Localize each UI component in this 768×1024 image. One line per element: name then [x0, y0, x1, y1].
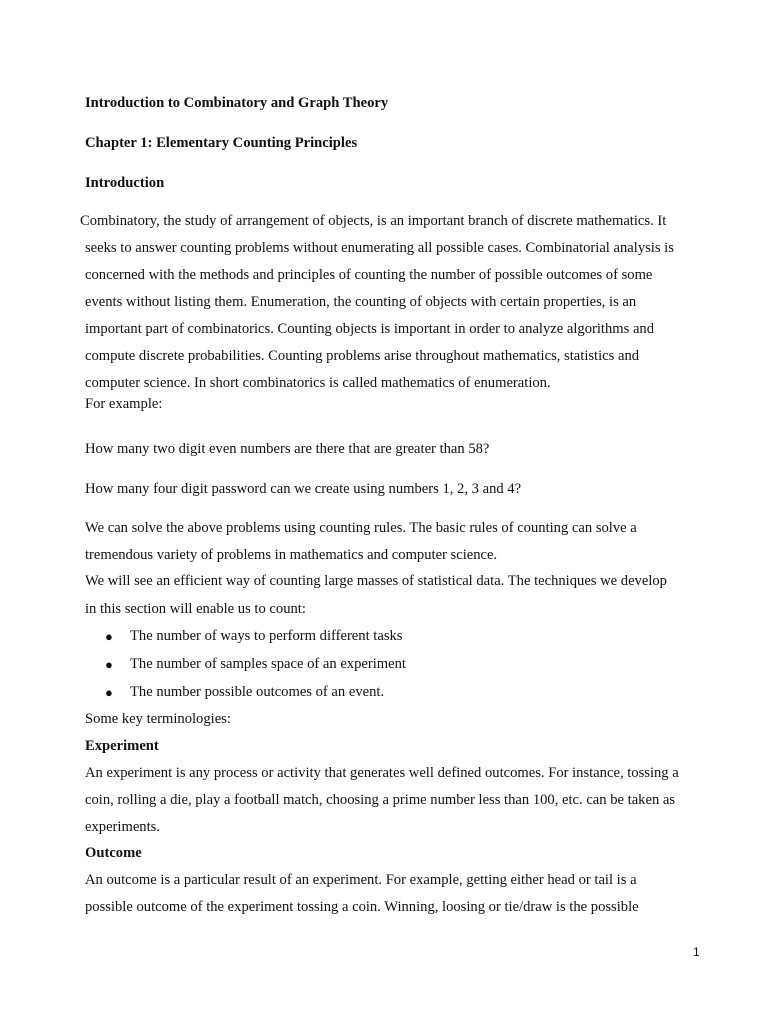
bullet-item: The number of ways to perform different tasks — [130, 628, 403, 644]
outcome-heading: Outcome — [85, 845, 142, 861]
paragraph-line: We can solve the above problems using counting rules. The basic rules of counting can solve a — [85, 520, 637, 536]
bullet-icon: ● — [105, 629, 113, 644]
bullet-icon: ● — [105, 657, 113, 672]
paragraph-line: experiments. — [85, 819, 160, 835]
paragraph-line: coin, rolling a die, play a football match, choosing a prime number less than 100, etc. can be taken as — [85, 792, 676, 808]
paragraph-line: An experiment is any process or activity that generates well defined outcomes. For instance, tossing a — [85, 765, 679, 781]
paragraph-line: possible outcome of the experiment tossing a coin. Winning, loosing or tie/draw is the possible — [85, 899, 639, 915]
paragraph-line: concerned with the methods and principles of counting the number of possible outcomes of some — [85, 267, 653, 283]
example-question: How many four digit password can we create using numbers 1, 2, 3 and 4? — [85, 481, 522, 497]
experiment-heading: Experiment — [85, 738, 159, 754]
example-question: How many two digit even numbers are there that are greater than 58? — [85, 441, 490, 457]
paragraph-line: computer science. In short combinatorics is called mathematics of enumeration. — [85, 375, 551, 391]
document-title: Introduction to Combinatory and Graph Theory — [85, 95, 389, 111]
paragraph-line: compute discrete probabilities. Counting problems arise throughout mathematics, statistics and — [85, 348, 640, 364]
paragraph-line: We will see an efficient way of counting large masses of statistical data. The techniques we develop — [85, 573, 667, 589]
key-terms-intro: Some key terminologies: — [85, 711, 231, 727]
bullet-item: The number of samples space of an experiment — [130, 656, 406, 672]
for-example-label: For example: — [85, 396, 163, 412]
paragraph-line: in this section will enable us to count: — [85, 601, 306, 617]
section-heading: Introduction — [85, 175, 165, 191]
page-number: 1 — [693, 945, 700, 959]
chapter-heading: Chapter 1: Elementary Counting Principles — [85, 135, 358, 151]
paragraph-line: Combinatory, the study of arrangement of objects, is an important branch of discrete mathematics. It — [80, 213, 667, 229]
paragraph-line: tremendous variety of problems in mathematics and computer science. — [85, 547, 498, 563]
paragraph-line: seeks to answer counting problems without enumerating all possible cases. Combinatorial analysis is — [85, 240, 674, 256]
paragraph-line: events without listing them. Enumeration, the counting of objects with certain properties, is an — [85, 294, 637, 310]
paragraph-line: An outcome is a particular result of an experiment. For example, getting either head or tail is a — [85, 872, 637, 888]
bullet-icon: ● — [105, 685, 113, 700]
paragraph-line: important part of combinatorics. Counting objects is important in order to analyze algorithms and — [85, 321, 655, 337]
bullet-item: The number possible outcomes of an event. — [130, 684, 385, 700]
